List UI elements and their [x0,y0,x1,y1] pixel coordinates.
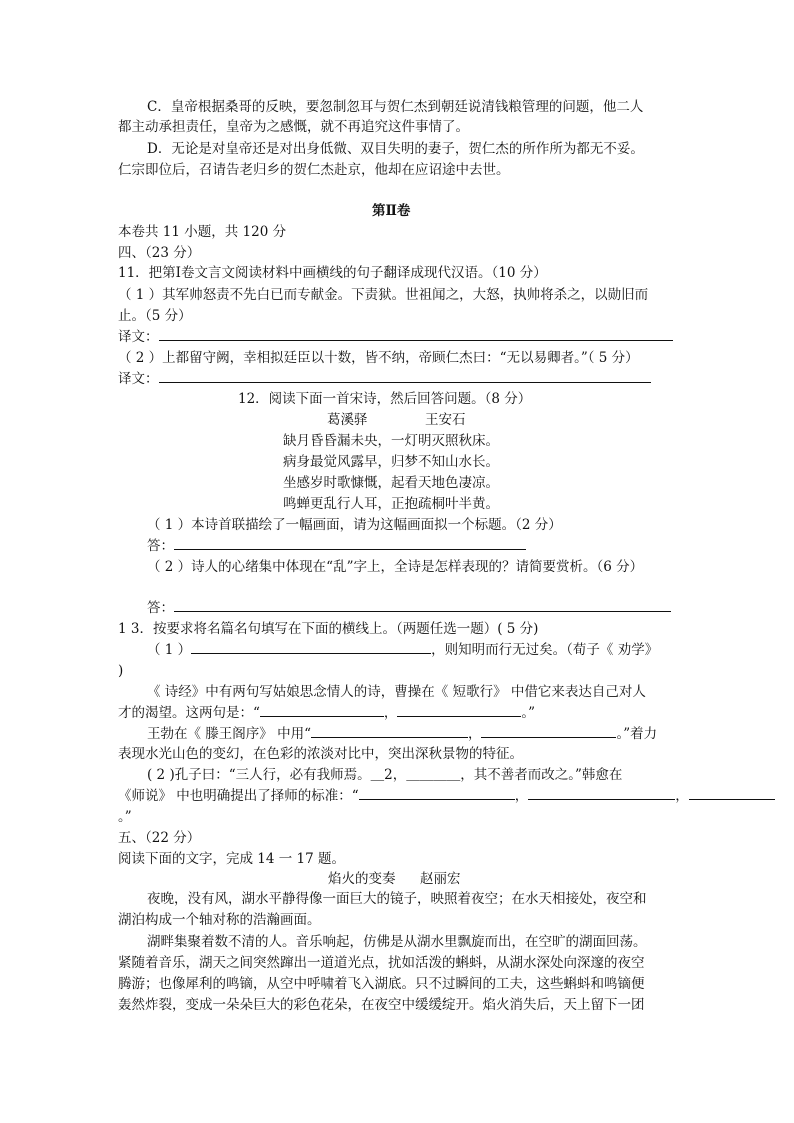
option-d-line2: 仁宗即位后，召请告老归乡的贺仁杰赴京，他却在应诏途中去世。 [118,162,510,178]
answer-blank[interactable] [191,640,431,654]
q12-sub1: （ 1 ）本诗首联描绘了一幅画面，请为这幅画面拟一个标题。（2 分） [147,517,562,533]
poem-line: 鸣蝉更乱行人耳，正抱疏桐叶半黄。 [283,496,499,512]
q13-shijing-line1: 《 诗经》中有两句写姑娘思念情人的诗，曹操在《 短歌行》 中借它来表达自己对人 [147,684,646,700]
q11-answer1 [118,327,673,347]
answer-label: 译文： [118,329,159,345]
q13-sub1-line1: （ 1 ） ，则知明而行无过矣。（荀子《 劝学》 [147,642,659,658]
option-c-line2: 都主动承担责任，皇帝为之感慨，就不再追究这件事情了。 [118,119,469,135]
article-paragraph-line: 紧随着音乐，湖天之间突然蹿出一道道光点，扰如活泼的蝌蚪，从湖水深处向深邃的夜空 [118,955,645,971]
answer-label: 答： [147,538,174,554]
question-12: 12．阅读下面一首宋诗，然后回答问题。（8 分） [238,391,532,407]
section-info: 本卷共 11 小题，共 120 分 [118,224,287,240]
q13-shijing-line2: 才的渴望。这两句是：“ ， 。” [118,705,536,721]
article-title: 焰火的变奏 [328,871,396,887]
question-11: 11．把第Ⅰ卷文言文阅读材料中画横线的句子翻译成现代汉语。（10 分） [118,265,547,281]
q13-sub2-line1: ( 2 )孔子曰：“三人行，必有我师焉。＿2，＿＿＿＿，其不善者而改之。”韩愈在 [147,767,623,783]
answer-blank[interactable] [174,598,671,612]
q12-sub2: （ 2 ）诗人的心绪集中体现在“乱”字上，全诗是怎样表现的？请简要赏析。（6 分） [147,559,644,575]
answer-blank[interactable] [397,703,521,717]
answer-blank[interactable] [159,369,651,383]
q13-wangbo-line2: 表现水光山色的变幻，在色彩的浓淡对比中，突出深秋景物的特征。 [118,746,523,762]
q13-sub2-line3: 。” [118,809,132,825]
q11-answer2 [118,369,651,389]
answer-blank[interactable] [260,703,384,717]
article-author: 赵丽宏 [420,871,461,887]
section-title: 第Ⅱ卷 [372,203,411,219]
answer-blank[interactable] [159,327,673,341]
q12-answer1 [147,536,526,556]
answer-blank[interactable] [311,724,468,738]
article-paragraph-line: 湖畔集聚着数不清的人。音乐响起，仿佛是从湖水里飘旋而出，在空旷的湖面回荡。 [147,934,647,950]
part-five-heading: 五、（22 分） [118,830,201,846]
answer-label: 答： [147,600,174,616]
q13-sub1-line2: ) [118,663,124,679]
reading-instruction: 阅读下面的文字，完成 14 一 17 题。 [118,851,346,867]
poem-title: 葛溪驿 [327,412,368,428]
answer-label: 译文： [118,371,159,387]
q11-sub2: （ 2 ）上都留守阙，幸相拟廷臣以十数，皆不纳，帝顾仁杰曰：“无以易卿者。”（ 5 分） [118,350,639,366]
poem-line: 病身最觉风露早，归梦不知山水长。 [283,454,499,470]
poem-line: 坐感岁时歌慷慨，起看天地色凄凉。 [283,475,499,491]
poem-author: 王安石 [425,412,466,428]
q13-wangbo-line1: 王勃在《 滕王阁序》 中用“ ， 。”着力 [147,726,658,742]
answer-blank[interactable] [689,786,775,800]
q11-sub1-line1: （ 1 ）其军帅怒责不先白已而专献金。下责狱。世祖闻之，大怒，执帅将杀之，以勋旧而 [118,287,649,303]
article-paragraph-line: 夜晚，没有风，湖水平静得像一面巨大的镜子，映照着夜空；在水天相接处，夜空和 [147,891,647,907]
article-paragraph-line: 湖泊构成一个轴对称的浩瀚画面。 [118,912,321,928]
article-paragraph-line: 腾游；也像犀利的鸣镝，从空中呼啸着飞入湖底。只不过瞬间的工夫，这些蝌蚪和鸣镝便 [118,976,645,992]
answer-blank[interactable] [528,786,675,800]
q11-sub1-line2: 止。（5 分） [118,308,192,324]
question-13: 1 3．按要求将名篇名句填写在下面的横线上。（两题任选一题）( 5 分) [118,621,539,637]
q12-answer2 [147,598,671,618]
answer-blank[interactable] [174,536,526,550]
poem-line: 缺月昏昏漏未央，一灯明灭照秋床。 [283,433,499,449]
option-c-line1: C．皇帝根据桑哥的反映，要忽制忽耳与贺仁杰到朝廷说清钱粮管理的问题，他二人 [147,99,644,115]
q13-sub2-line2: 《师说》 中也明确提出了择师的标准：“ ， ， [118,786,775,806]
part-four-heading: 四、（23 分） [118,245,201,261]
answer-blank[interactable] [481,724,616,738]
option-d-line1: D．无论是对皇帝还是对出身低微、双目失明的妻子，贺仁杰的所作所为都无不妥。 [147,141,644,157]
article-paragraph-line: 轰然炸裂，变成一朵朵巨大的彩色花朵，在夜空中缓缓绽开。焰火消失后，天上留下一团 [118,997,645,1013]
answer-blank[interactable] [359,786,515,800]
